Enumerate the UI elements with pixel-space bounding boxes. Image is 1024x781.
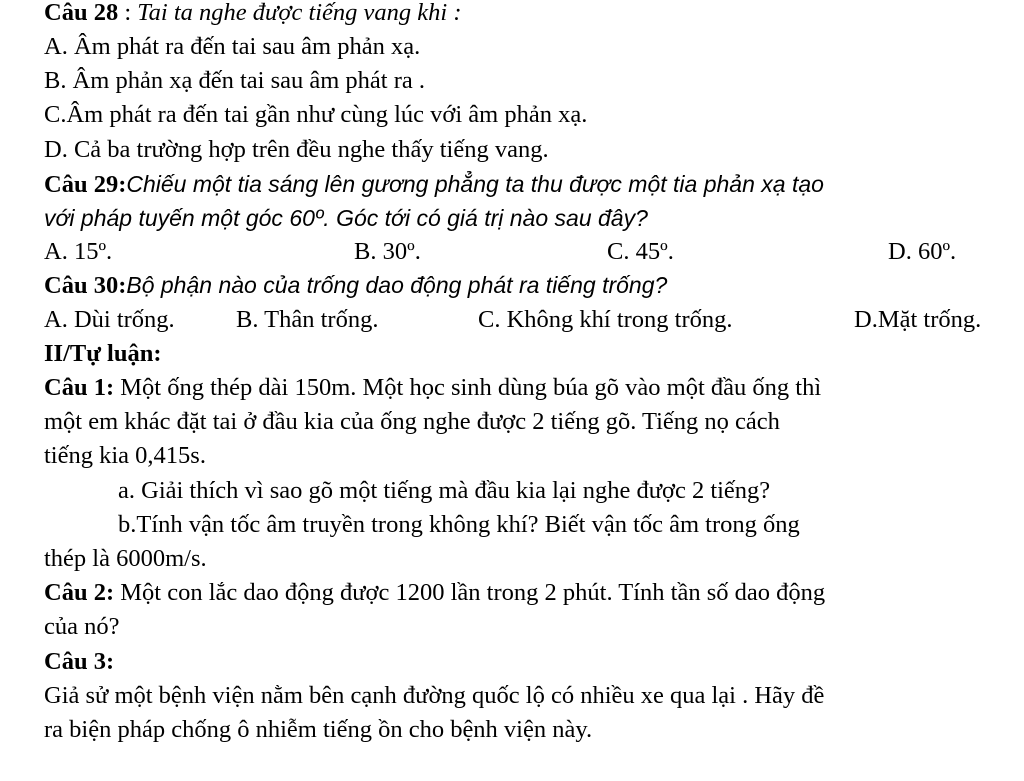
- essay-q2-line1: [44, 578, 825, 608]
- essay-q3-title: [44, 647, 114, 677]
- essay-q2-text-line1: Một con lắc dao động được 1200 lần trong 2 phút. Tính tần số dao động: [114, 579, 826, 606]
- question-29-text-line2: với pháp tuyến một góc 60º. Góc tới có giá trị nào sau đây?: [44, 205, 648, 231]
- essay-q3-text-line2: ra biện pháp chống ô nhiễm tiếng ồn cho bệnh viện này.: [44, 716, 593, 743]
- essay-q1-part-a: a. Giải thích vì sao gõ một tiếng mà đầu kia lại nghe được 2 tiếng?: [118, 477, 771, 504]
- question-30-option-d: D.Mặt trống.: [854, 306, 982, 333]
- essay-q1-line1: [44, 373, 821, 403]
- question-29-text-line2-row: [44, 203, 648, 234]
- question-30-option-b: B. Thân trống.: [236, 306, 379, 333]
- essay-q3-text-line1: Giả sử một bệnh viện nằm bên cạnh đường quốc lộ có nhiều xe qua lại . Hãy đề: [44, 682, 825, 709]
- question-28-option-b: B. Âm phản xạ đến tai sau âm phát ra .: [44, 67, 426, 94]
- question-29-option-b: B. 30º.: [354, 238, 421, 265]
- question-28-option-a: A. Âm phát ra đến tai sau âm phản xạ.: [44, 33, 421, 60]
- essay-q1-label: Câu 1:: [44, 374, 115, 401]
- question-28-label: Câu 28: [44, 0, 119, 26]
- question-28-text: Tai ta nghe được tiếng vang khi :: [137, 0, 462, 26]
- essay-q1-text-line1: Một ống thép dài 150m. Một học sinh dùng búa gõ vào một đầu ống thì: [114, 374, 822, 401]
- question-30-option-a: A. Dùi trống.: [44, 306, 175, 333]
- question-28-separator: :: [118, 0, 138, 26]
- essay-q1-part-b: b.Tính vận tốc âm truyền trong không khí? Biết vận tốc âm trong ống: [118, 511, 800, 538]
- essay-heading: [44, 339, 162, 369]
- question-30-label: Câu 30:: [44, 272, 127, 299]
- essay-q1-text-line3: tiếng kia 0,415s.: [44, 442, 206, 469]
- essay-q2-text-line2: của nó?: [44, 613, 120, 640]
- question-29-option-c: C. 45º.: [607, 238, 674, 265]
- question-28-option-c: C.Âm phát ra đến tai gần như cùng lúc với âm phản xạ.: [44, 101, 588, 128]
- question-29-label: Câu 29:: [44, 171, 127, 198]
- question-29-option-a: A. 15º.: [44, 238, 113, 265]
- question-29-text-line1: Chiếu một tia sáng lên gương phẳng ta thu được một tia phản xạ tạo: [126, 171, 824, 197]
- essay-q1-text-line2: một em khác đặt tai ở đầu kia của ống nghe được 2 tiếng gõ. Tiếng nọ cách: [44, 408, 780, 435]
- essay-q1-part-b-cont: thép là 6000m/s.: [44, 545, 207, 572]
- question-30-text: Bộ phận nào của trống dao động phát ra tiếng trống?: [126, 272, 668, 298]
- essay-heading-text: II/Tự luận:: [44, 340, 162, 367]
- question-30-title: [44, 270, 667, 301]
- question-28-title: [44, 0, 462, 28]
- question-29-title: [44, 169, 824, 200]
- question-28-option-d: D. Cả ba trường hợp trên đều nghe thấy tiếng vang.: [44, 136, 549, 163]
- essay-q3-label: Câu 3:: [44, 648, 115, 675]
- essay-q2-label: Câu 2:: [44, 579, 115, 606]
- question-29-option-d: D. 60º.: [888, 238, 957, 265]
- question-30-option-c: C. Không khí trong trống.: [478, 306, 733, 333]
